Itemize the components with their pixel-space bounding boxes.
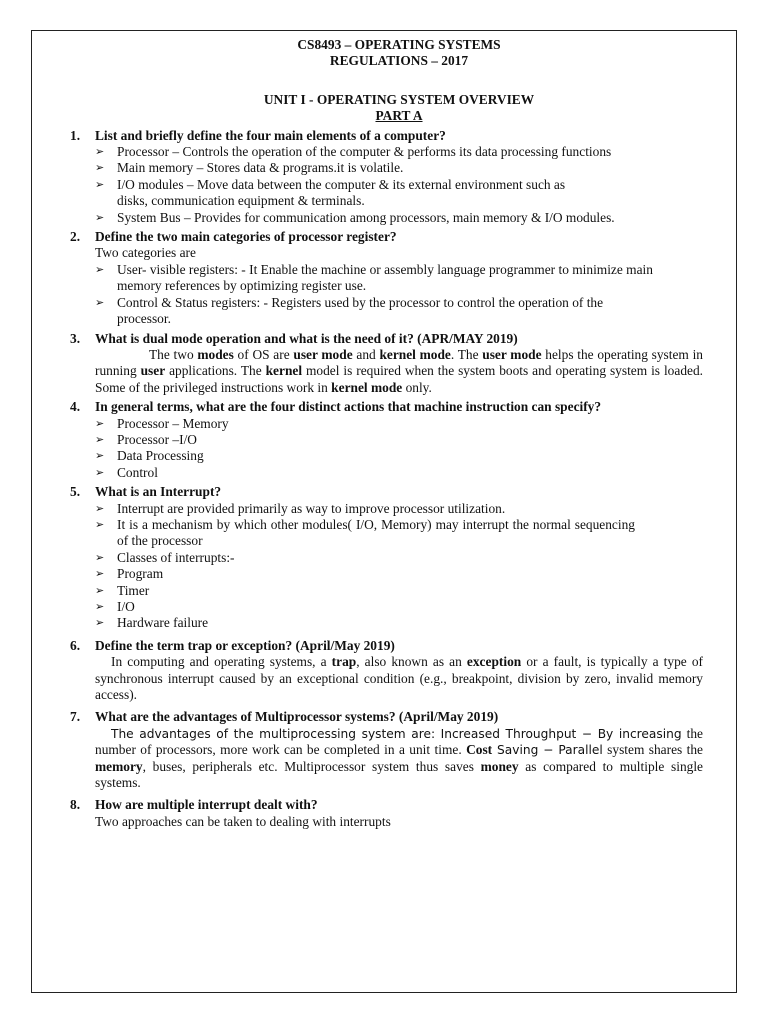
question-text: List and briefly define the four main elements of a computer? — [95, 127, 446, 143]
question-8 — [70, 797, 703, 813]
answer-text-8: Two approaches can be taken to dealing with interrupts — [95, 813, 391, 829]
question-text: Define the term trap or exception? (April/May 2019) — [95, 637, 395, 653]
list-item: ➢ I/O — [117, 599, 703, 615]
question-text: In general terms, what are the four distinct actions that machine instruction can specify? — [95, 399, 602, 415]
answer-list-1 — [95, 144, 703, 226]
question-5 — [70, 484, 703, 500]
question-2 — [70, 229, 703, 245]
list-item: ➢ Timer — [117, 583, 703, 599]
answer-list-2 — [95, 262, 703, 328]
question-number: 4. — [70, 399, 81, 415]
list-item: ➢ User- visible registers: - It Enable the machine or assembly language programmer to minimize main memory references by optimizing register use. — [117, 262, 703, 295]
list-item: ➢ System Bus – Provides for communication among processors, main memory & I/O modules. — [117, 210, 703, 226]
question-3 — [70, 330, 703, 347]
list-item: ➢ Processor –I/O — [117, 432, 703, 448]
question-number: 6. — [70, 637, 81, 653]
question-text: How are multiple interrupt dealt with? — [95, 797, 318, 813]
question-number: 7. — [70, 709, 81, 725]
list-item: ➢ It is a mechanism by which other modules( I/O, Memory) may interrupt the normal sequencing of the processor — [117, 517, 703, 550]
question-number: 3. — [70, 330, 81, 346]
list-item: ➢ Control & Status registers: - Registers used by the processor to control the operation of the processor. — [117, 295, 703, 328]
answer-intro: Two categories are — [95, 245, 196, 261]
answer-list-4 — [95, 416, 703, 482]
list-item: ➢ I/O modules – Move data between the computer & its external environment such as disks, communication equipment & terminals. — [117, 177, 703, 210]
list-item: ➢ Classes of interrupts:- — [117, 550, 703, 566]
list-item: ➢ Processor – Memory — [117, 416, 703, 432]
question-number: 5. — [70, 484, 81, 500]
list-item: ➢ Program — [117, 566, 703, 582]
answer-paragraph-7: The advantages of the multiprocessing system are: Increased Throughput − By increasing the number of processors, more work can be completed in a unit time. Cost Saving − Parallel system shares the memory, buses, peripherals etc. Multiprocessor system thus saves money as compared to multiple single systems. — [95, 725, 703, 791]
answer-list-5 — [95, 501, 703, 632]
question-number: 8. — [70, 797, 81, 813]
list-item: ➢ Interrupt are provided primarily as way to improve processor utilization. — [117, 501, 703, 517]
course-title: CS8493 – OPERATING SYSTEMS — [297, 37, 501, 52]
regulations-title: REGULATIONS – 2017 — [329, 53, 469, 69]
list-item: ➢ Data Processing — [117, 448, 703, 464]
list-item: ➢ Control — [117, 465, 703, 481]
answer-paragraph-6: In computing and operating systems, a trap, also known as an exception or a fault, is typically a type of synchronous interrupt caused by an exceptional condition (e.g., breakpoint, division by zero, invalid memory access). — [95, 654, 703, 703]
part-title: PART A — [375, 108, 423, 124]
question-7 — [70, 709, 703, 725]
list-item: ➢ Processor – Controls the operation of the computer & performs its data processing functions — [117, 144, 703, 160]
list-item: ➢ Main memory – Stores data & programs.it is volatile. — [117, 160, 703, 176]
question-6 — [70, 637, 703, 654]
question-text: What is dual mode operation and what is the need of it? (APR/MAY 2019) — [95, 330, 518, 346]
question-number: 1. — [70, 127, 81, 143]
document-content — [70, 36, 703, 830]
question-1 — [70, 127, 703, 144]
question-number: 2. — [70, 229, 81, 245]
unit-title: UNIT I - OPERATING SYSTEM OVERVIEW — [263, 91, 535, 107]
list-item: ➢ Hardware failure — [117, 615, 703, 631]
question-text: What are the advantages of Multiprocessor systems? (April/May 2019) — [95, 709, 499, 725]
question-4 — [70, 399, 703, 415]
question-text: What is an Interrupt? — [95, 484, 222, 500]
answer-paragraph-3: The two modes of OS are user mode and kernel mode. The user mode helps the operating system in running user applications. The kernel model is required when the system boots and operating system is loaded. Some of the privileged instructions work in kernel mode only. — [95, 346, 703, 395]
question-text: Define the two main categories of processor register? — [95, 229, 397, 245]
